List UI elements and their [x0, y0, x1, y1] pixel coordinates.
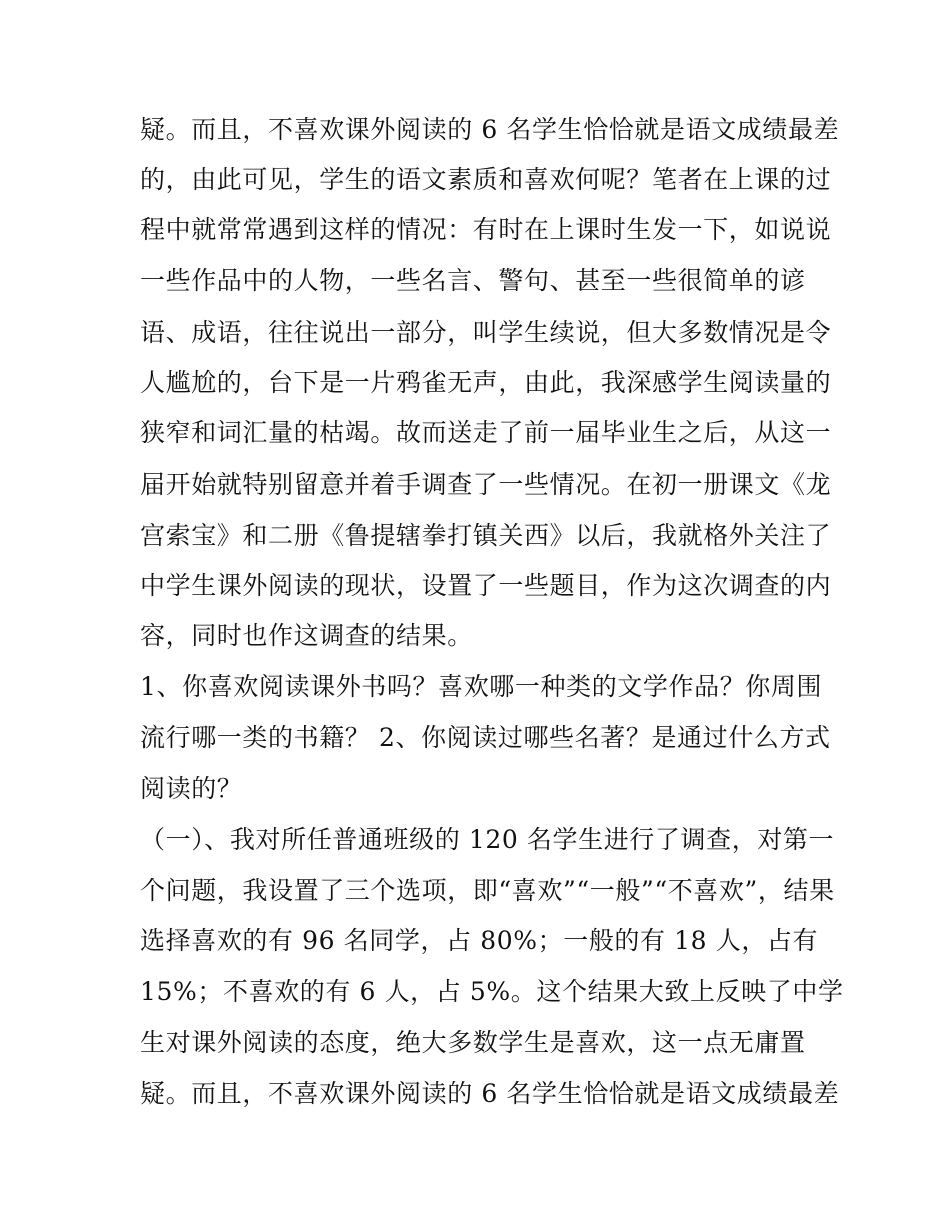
text-line: 个问题，我设置了三个选项，即“喜欢”“一般”“不喜欢”，结果	[140, 876, 835, 905]
text-line: （一）、我对所任普通班级的 120 名学生进行了调查，对第一	[140, 825, 835, 854]
text-line: 生对课外阅读的态度，绝大多数学生是喜欢，这一点无庸置	[140, 1028, 806, 1057]
text-line: 疑。而且，不喜欢课外阅读的 6 名学生恰恰就是语文成绩最差	[140, 1079, 840, 1108]
text-line: 1、你喜欢阅读课外书吗？喜欢哪一种类的文学作品？你周围	[140, 672, 823, 701]
text-line: 的，由此可见，学生的语文素质和喜欢何呢？笔者在上课的过	[140, 165, 832, 194]
text-line: 疑。而且，不喜欢课外阅读的 6 名学生恰恰就是语文成绩最差	[140, 115, 840, 144]
text-line: 阅读的？	[140, 774, 243, 803]
text-line: 一些作品中的人物，一些名言、警句、甚至一些很简单的谚	[140, 266, 806, 295]
text-line: 宫索宝》和二册《鲁提辖拳打镇关西》以后，我就格外关注了	[140, 521, 832, 550]
text-line: 狭窄和词汇量的枯竭。故而送走了前一届毕业生之后，从这一	[140, 418, 832, 447]
text-line: 语、成语，往往说出一部分，叫学生续说，但大多数情况是令	[140, 318, 832, 347]
text-line: 容，同时也作这调查的结果。	[140, 621, 473, 650]
text-line: 人尴尬的，台下是一片鸦雀无声，由此，我深感学生阅读量的	[140, 368, 832, 397]
text-line: 选择喜欢的有 96 名同学，占 80%；一般的有 18 人，占有	[140, 926, 819, 955]
text-line: 15%；不喜欢的有 6 人，占 5%。这个结果大致上反映了中学	[140, 977, 844, 1006]
text-line: 中学生课外阅读的现状，设置了一些题目，作为这次调查的内	[140, 571, 832, 600]
text-line: 届开始就特别留意并着手调查了一些情况。在初一册课文《龙	[140, 470, 832, 499]
text-line: 流行哪一类的书籍？ 2、你阅读过哪些名著？是通过什么方式	[140, 723, 831, 752]
text-line: 程中就常常遇到这样的情况：有时在上课时生发一下，如说说	[140, 215, 832, 244]
